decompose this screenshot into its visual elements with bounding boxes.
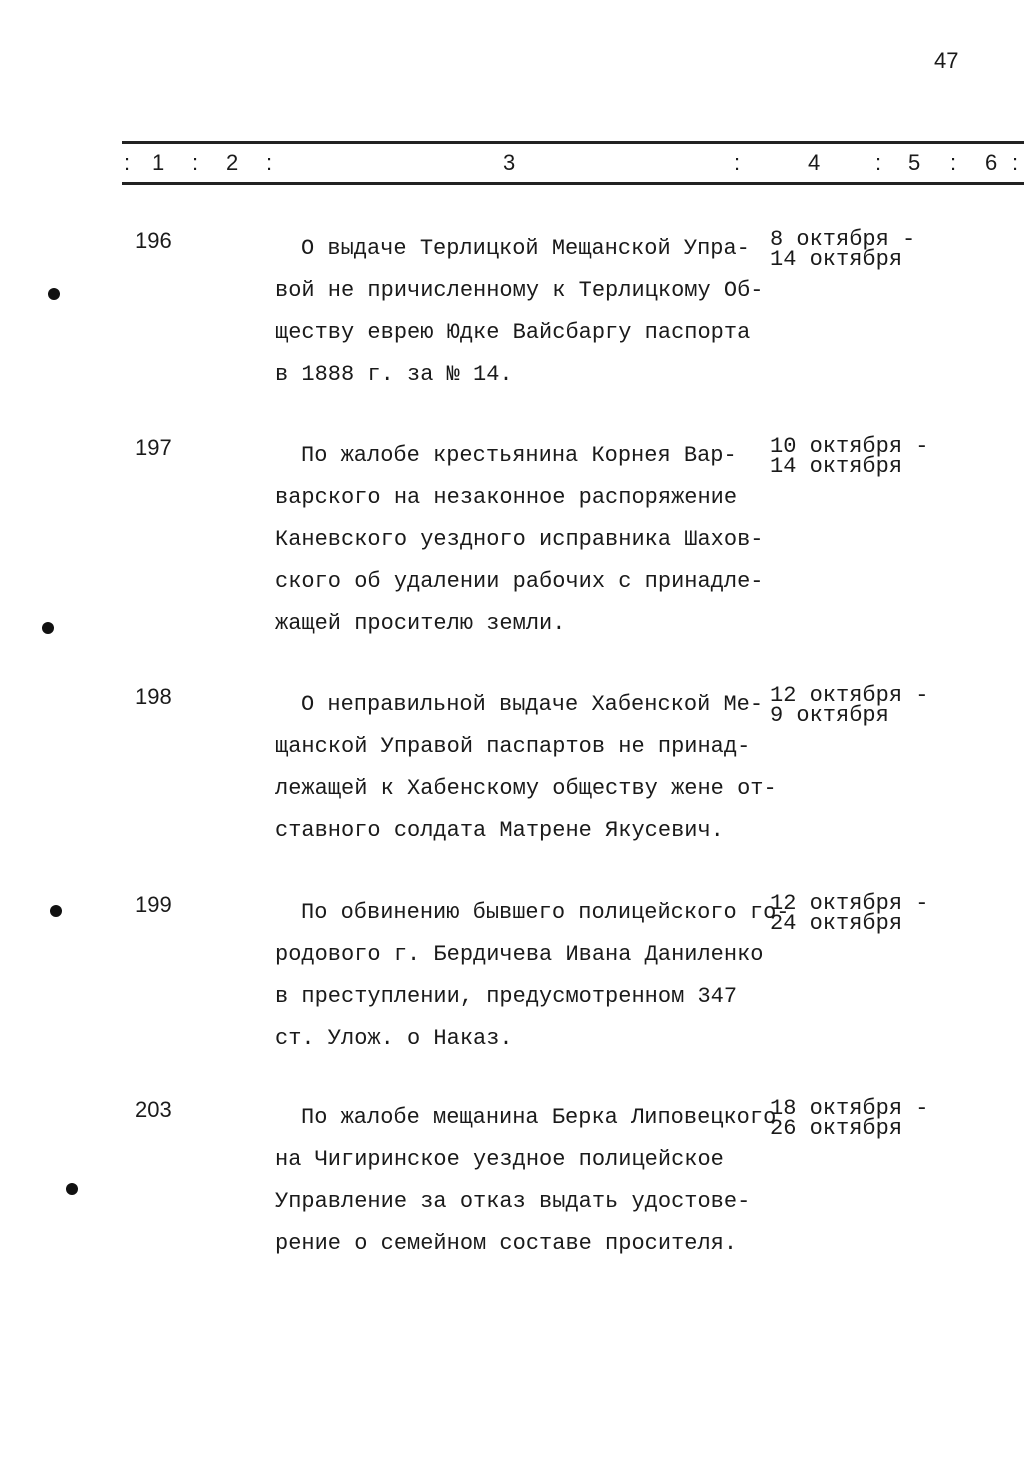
description-line: щанской Управой паспартов не принад- [275, 734, 751, 759]
description-line: варского на незаконное распоряжение [275, 485, 738, 510]
record-description [275, 228, 763, 396]
header-bottom-rule [122, 182, 1024, 185]
description-line: в 1888 г. за № 14. [275, 362, 513, 387]
record-dates [770, 1096, 929, 1141]
record-description [275, 435, 763, 645]
description-line: жащей просителю земли. [275, 611, 566, 636]
col-1: 1 [152, 150, 165, 175]
description-line: О выдаче Терлицкой Мещанской Упра- [301, 236, 750, 261]
description-line: вой не причисленному к Терлицкому Об- [275, 278, 764, 303]
col-2: 2 [226, 150, 239, 175]
header-top-rule [122, 141, 1024, 144]
date-line: 14 октября [770, 454, 903, 479]
description-line: Каневского уездного исправника Шахов- [275, 527, 764, 552]
date-line: 12 октября - [770, 891, 929, 916]
record-description [275, 892, 789, 1060]
punch-hole-mark [50, 905, 62, 917]
description-line: О неправильной выдаче Хабенской Ме- [301, 692, 764, 717]
punch-hole-mark [66, 1183, 78, 1195]
punch-hole-mark [48, 288, 60, 300]
col-6: 6 [985, 150, 998, 175]
punch-hole-mark [42, 622, 54, 634]
record-dates [770, 891, 929, 936]
record-description [275, 684, 777, 852]
record-dates [770, 683, 929, 728]
description-line: ст. Улож. о Наказ. [275, 1026, 513, 1051]
record-dates [770, 434, 929, 479]
description-line: По жалобе мещанина Берка Липовецкого [301, 1105, 777, 1130]
description-line: Управление за отказ выдать удостове- [275, 1189, 751, 1214]
description-line: По обвинению бывшего полицейского го- [301, 900, 790, 925]
description-line: лежащей к Хабенскому обществу жене от- [275, 776, 777, 801]
record-description [275, 1097, 776, 1265]
col-4: 4 [808, 150, 821, 175]
date-line: 18 октября - [770, 1096, 929, 1121]
description-line: рение о семейном составе просителя. [275, 1231, 738, 1256]
date-line: 9 октября [770, 703, 889, 728]
col-3: 3 [503, 150, 516, 175]
date-line: 10 октября - [770, 434, 929, 459]
description-line: По жалобе крестьянина Корнея Вар- [301, 443, 737, 468]
description-line: в преступлении, предусмотренном 347 [275, 984, 738, 1009]
record-dates [770, 227, 916, 272]
record-number: 203 [135, 1097, 172, 1122]
record-number: 197 [135, 435, 172, 460]
description-line: ставного солдата Матрене Якусевич. [275, 818, 724, 843]
date-line: 8 октября - [770, 227, 916, 252]
page-number: 47 [934, 48, 959, 73]
description-line: родового г. Бердичева Ивана Даниленко [275, 942, 764, 967]
description-line: на Чигиринское уездное полицейское [275, 1147, 724, 1172]
date-line: 12 октября - [770, 683, 929, 708]
description-line: ского об удалении рабочих с принадле- [275, 569, 764, 594]
date-line: 26 октября [770, 1116, 903, 1141]
record-number: 198 [135, 684, 172, 709]
record-number: 196 [135, 228, 172, 253]
date-line: 14 октября [770, 247, 903, 272]
col-5: 5 [908, 150, 921, 175]
record-number: 199 [135, 892, 172, 917]
date-line: 24 октября [770, 911, 903, 936]
description-line: ществу еврею Юдке Вайсбаргу паспорта [275, 320, 751, 345]
